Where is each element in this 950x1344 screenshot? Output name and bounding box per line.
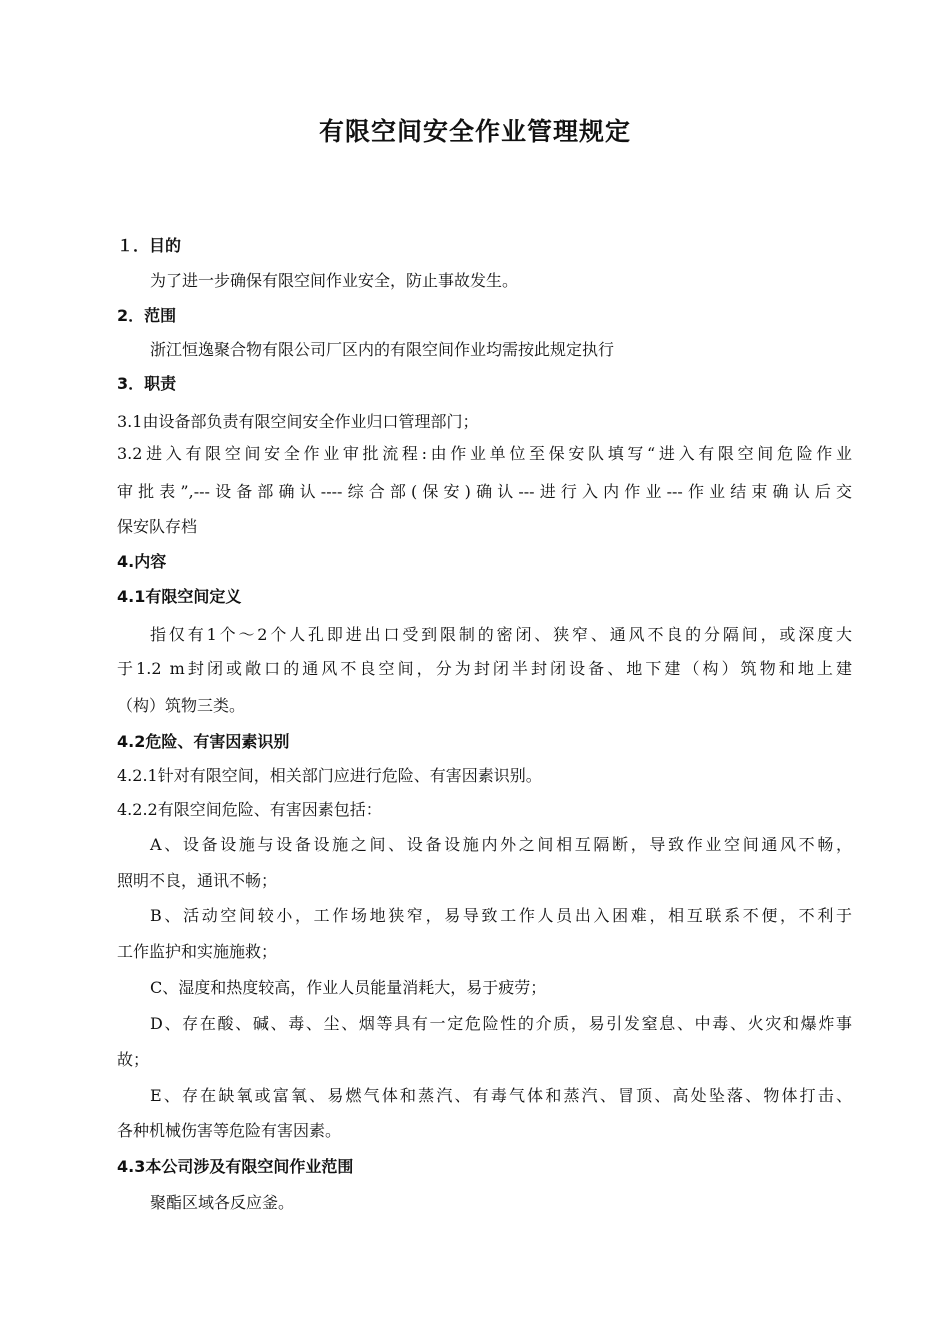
document-title: 有限空间安全作业管理规定 — [318, 117, 631, 146]
paragraph-4-3: 聚酯区域各反应釜。 — [150, 1193, 295, 1212]
subheading-4-3: 4.3本公司涉及有限空间作业范围 — [117, 1157, 354, 1176]
item-a-line-2: 照明不良，通讯不畅； — [117, 871, 278, 890]
paragraph-purpose: 为了进一步确保有限空间作业安全，防止事故发生。 — [150, 271, 519, 290]
item-d-line-2: 故； — [117, 1050, 150, 1069]
item-d-line-1: D、存在酸、碱、毒、尘、烟等具有一定危险性的介质，易引发窒息、中毒、火灾和爆炸事 — [150, 1014, 852, 1033]
subheading-4-1: 4.1有限空间定义 — [117, 587, 242, 606]
item-b-line-1: B、活动空间较小，工作场地狭窄，易导致工作人员出入困难，相互联系不便，不利于 — [150, 906, 852, 925]
paragraph-scope: 浙江恒逸聚合物有限公司厂区内的有限空间作业均需按此规定执行 — [150, 340, 615, 359]
subheading-4-2: 4.2危险、有害因素识别 — [117, 732, 290, 751]
clause-3-2-line-1: 3.2进入有限空间安全作业审批流程:由作业单位至保安队填写“进入有限空间危险作业 — [117, 444, 852, 463]
definition-line-2: 于1.2 m封闭或敞口的通风不良空间，分为封闭半封闭设备、地下建（构）筑物和地上建 — [117, 659, 852, 678]
item-b-line-2: 工作监护和实施施救； — [117, 942, 278, 961]
item-a-line-1: A、设备设施与设备设施之间、设备设施内外之间相互隔断，导致作业空间通风不畅， — [150, 835, 852, 854]
definition-line-1: 指仅有1个～2个人孔即进出口受到限制的密闭、狭窄、通风不良的分隔间，或深度大 — [150, 625, 852, 644]
clause-3-2-line-2: 审批表”,---设备部确认----综合部(保安)确认---进行入内作业---作业结束确认后交 — [117, 482, 852, 501]
item-c: C、湿度和热度较高，作业人员能量消耗大，易于疲劳； — [150, 978, 547, 997]
clause-4-2-1: 4.2.1针对有限空间，相关部门应进行危险、有害因素识别。 — [117, 766, 542, 785]
section-heading-purpose: １．目的 — [117, 236, 182, 255]
section-heading-scope: 2．范围 — [117, 306, 177, 325]
section-heading-content: 4.内容 — [117, 552, 167, 571]
clause-3-2-line-3: 保安队存档 — [117, 517, 198, 536]
section-heading-responsibility: 3．职责 — [117, 374, 177, 393]
definition-line-3: （构）筑物三类。 — [117, 696, 246, 715]
item-e-line-2: 各种机械伤害等危险有害因素。 — [117, 1121, 342, 1140]
clause-3-1: 3.1由设备部负责有限空间安全作业归口管理部门； — [117, 412, 479, 431]
item-e-line-1: E、存在缺氧或富氧、易燃气体和蒸汽、有毒气体和蒸汽、冒顶、高处坠落、物体打击、 — [150, 1086, 852, 1105]
clause-4-2-2: 4.2.2有限空间危险、有害因素包括： — [117, 800, 382, 819]
